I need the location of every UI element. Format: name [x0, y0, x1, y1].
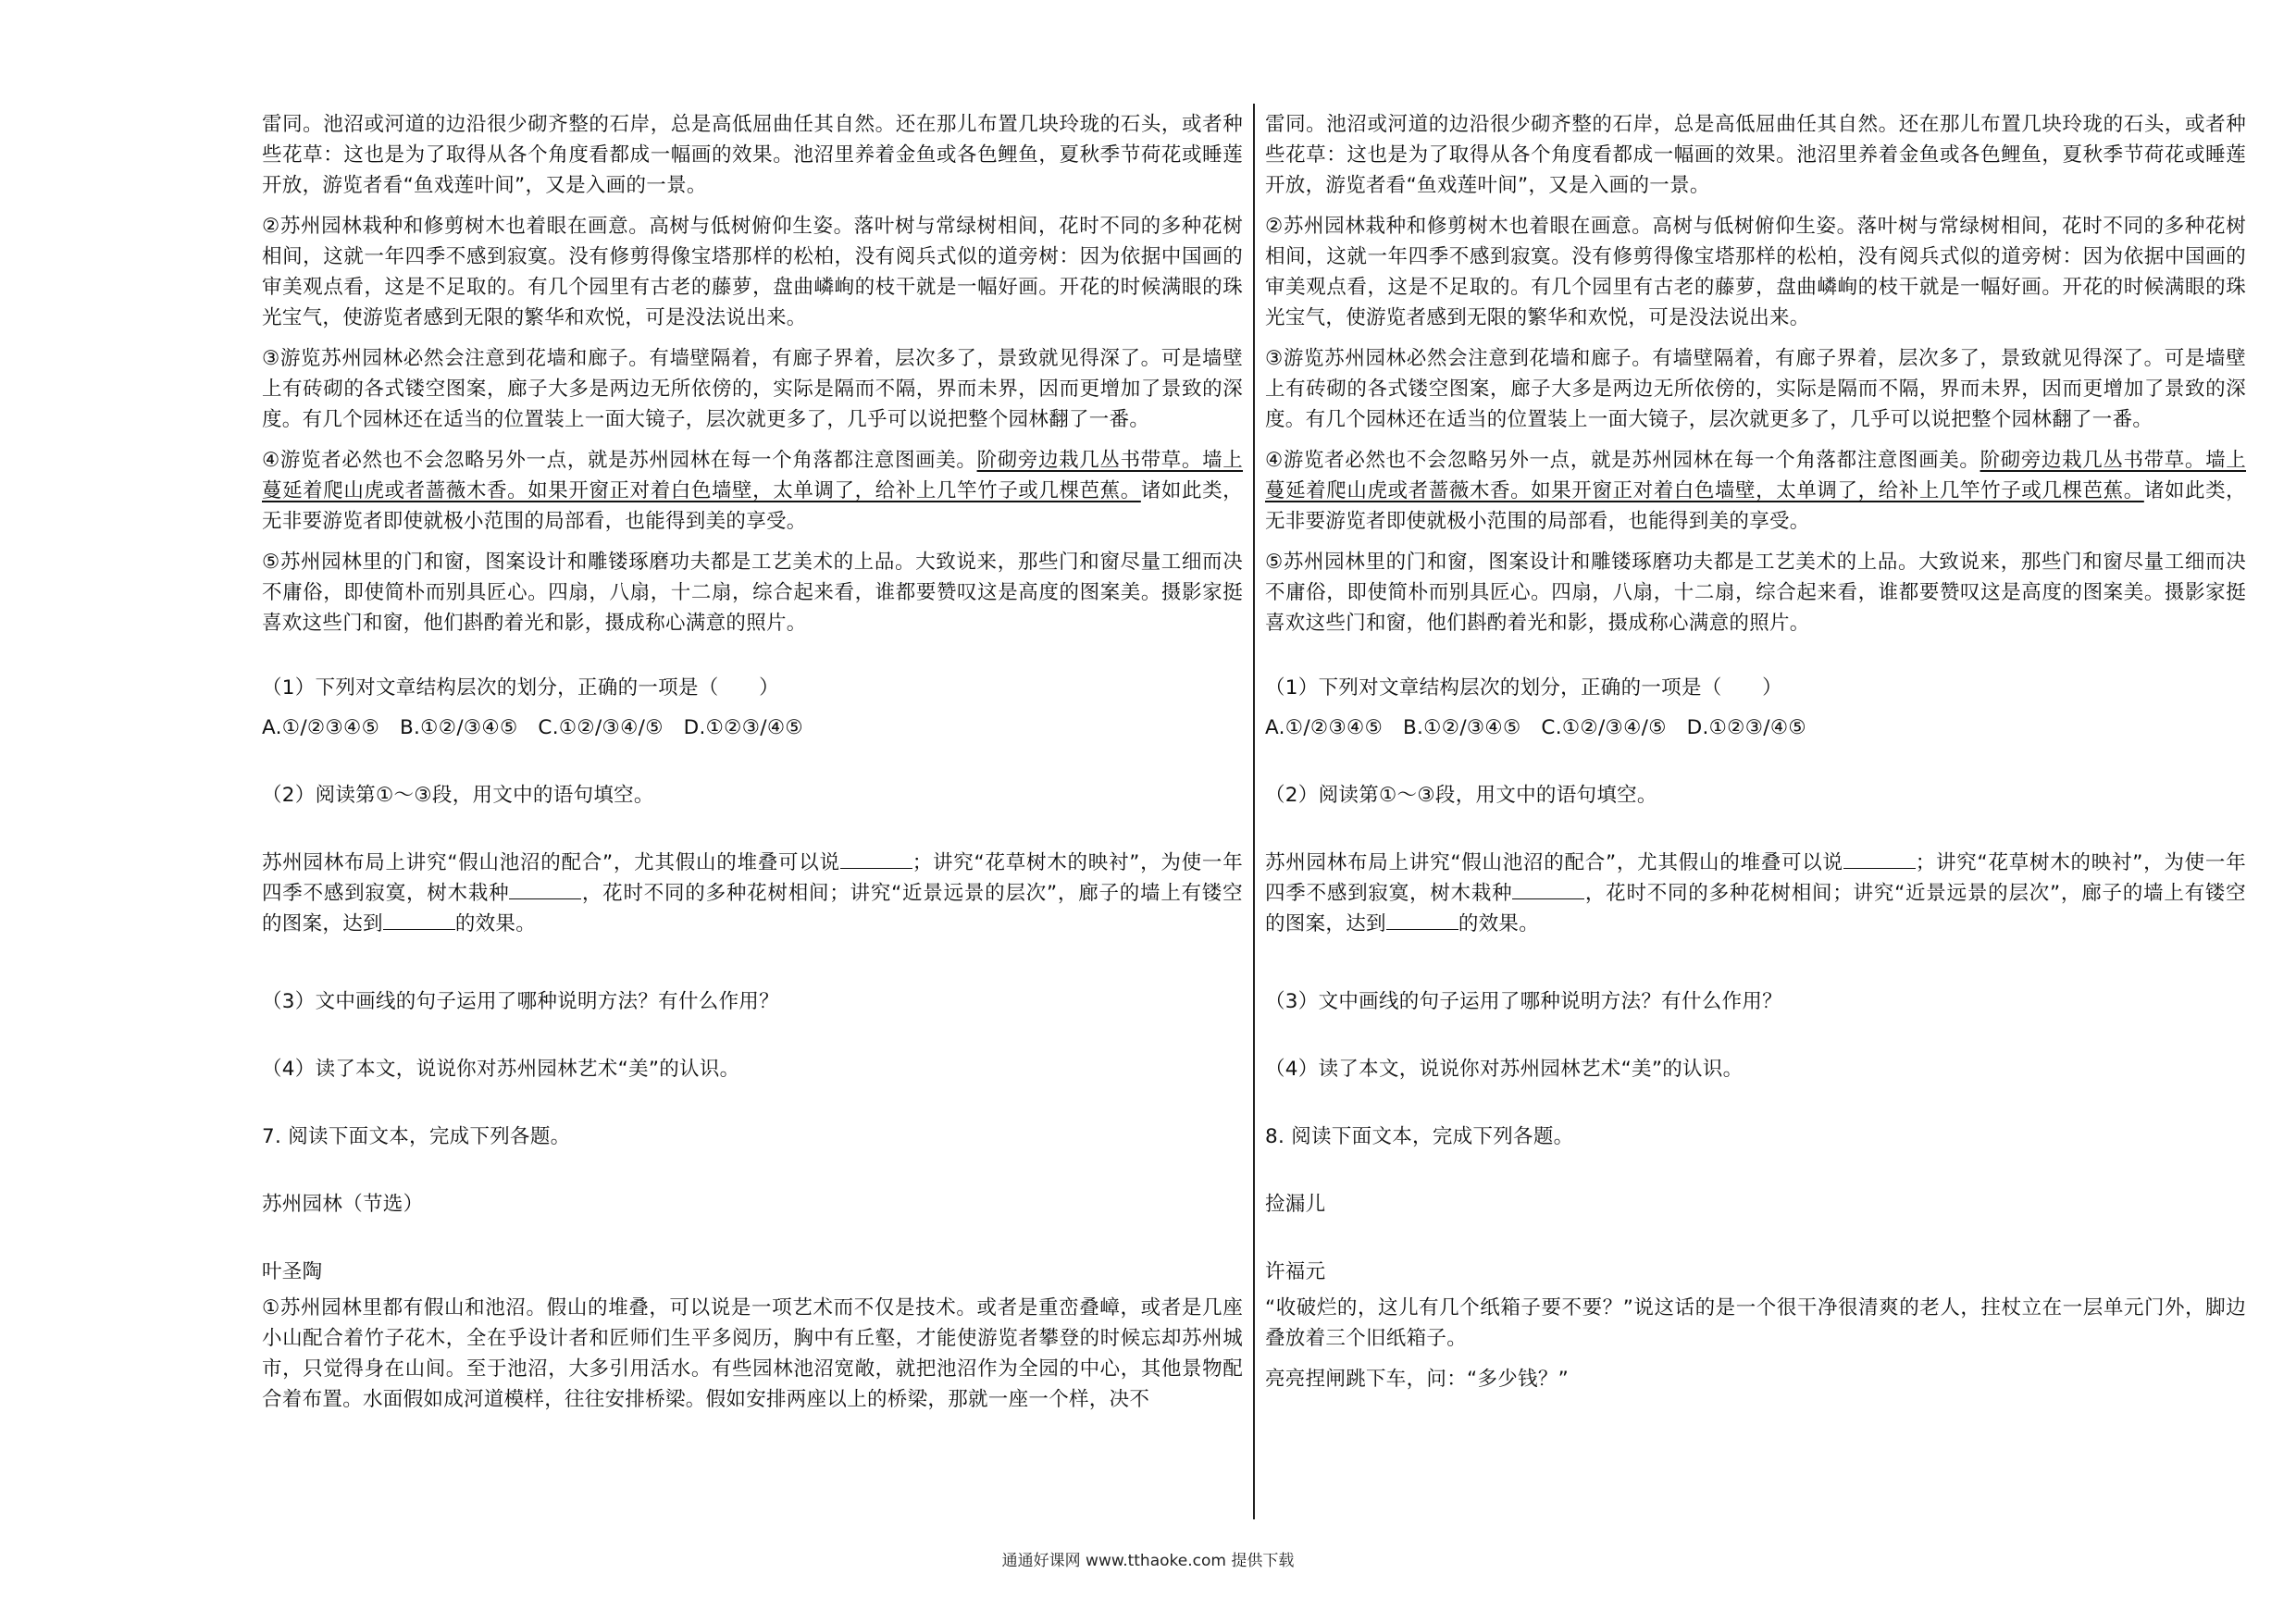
paragraph-4-lead: ④游览者必然也不会忽略另外一点，就是苏州园林在每一个角落都注意图画美。	[262, 449, 977, 472]
paragraph-3: ③游览苏州园林必然会注意到花墙和廊子。有墙壁隔着，有廊子界着，层次多了，景致就见得深了。可是墙壁上有砖砌的各式镂空图案，廊子大多是两边无所依傍的，实际是隔而不隔，界而未界，因而更增加了景致的深度。有几个园林还在适当的位置装上一面大镜子，层次就更多了，几乎可以说把整个园林翻了一番。	[1265, 347, 2246, 431]
question-7-heading: 7. 阅读下面文本，完成下列各题。	[262, 1125, 571, 1148]
paragraph-4-tail: 诸如此类，无非要游览者即使就极小范围的局部看，也能得到美的享受。	[262, 479, 1243, 533]
answer-blank[interactable]	[1512, 882, 1584, 899]
answer-blank[interactable]	[509, 882, 581, 899]
underlined-sentences: 阶砌旁边栽几丛书带草。墙上蔓延着爬山虎或者蔷薇木香。如果开窗正对着白色墙壁，太单调了，给补上几竿竹子或几棵芭蕉。	[262, 449, 1244, 502]
fill-in-passage: 苏州园林布局上讲究“假山池沼的配合”，尤其假山的堆叠可以说 ；讲究“花草树木的映衬”，为使一年四季不感到寂寞，树木栽种 ，花时不同的多种花树相间；讲究“近景远景的层次”，廊子的墙上有镂空的图案，达到 的效果。	[262, 851, 1243, 935]
question-3: （3）文中画线的句子运用了哪种说明方法？有什么作用？	[262, 990, 779, 1013]
answer-blank[interactable]	[1843, 851, 1916, 869]
right-column	[1265, 109, 2246, 1397]
answer-blank[interactable]	[383, 912, 455, 930]
paragraph-5: ⑤苏州园林里的门和窗，图案设计和雕镂琢磨功夫都是工艺美术的上品。大致说来，那些门和窗尽量工细而决不庸俗，即使简朴而别具匠心。四扇，八扇，十二扇，综合起来看，谁都要赞叹这是高度的图案美。摄影家挺喜欢这些门和窗，他们斟酌着光和影，摄成称心满意的照片。	[1265, 551, 2246, 635]
page-footer: 通通好课网 www.tthaoke.com 提供下载	[1001, 1552, 1295, 1570]
fill-in-passage: 苏州园林布局上讲究“假山池沼的配合”，尤其假山的堆叠可以说 ；讲究“花草树木的映衬”，为使一年四季不感到寂寞，树木栽种 ，花时不同的多种花树相间；讲究“近景远景的层次”，廊子的墙上有镂空的图案，达到 的效果。	[1265, 851, 2246, 935]
column-divider	[1253, 104, 1255, 1519]
question-4: （4）读了本文，说说你对苏州园林艺术“美”的认识。	[1265, 1058, 1744, 1081]
question-1: （1）下列对文章结构层次的划分，正确的一项是（ ）	[1265, 676, 1782, 700]
question-1-options: A.①/②③④⑤ B.①②/③④⑤ C.①②/③④/⑤ D.①②③/④⑤	[262, 716, 803, 739]
question-3: （3）文中画线的句子运用了哪种说明方法？有什么作用？	[1265, 990, 1782, 1013]
article-title: 苏州园林（节选）	[262, 1193, 424, 1216]
question-1-options: A.①/②③④⑤ B.①②/③④⑤ C.①②/③④/⑤ D.①②③/④⑤	[1265, 716, 1806, 739]
article-author: 许福元	[1265, 1260, 1326, 1283]
paragraph-continued: 雷同。池沼或河道的边沿很少砌齐整的石岸，总是高低屈曲任其自然。还在那儿布置几块玲珑的石头，或者种些花草：这也是为了取得从各个角度看都成一幅画的效果。池沼里养着金鱼或各色鲤鱼，夏秋季节荷花或睡莲开放，游览者看“鱼戏莲叶间”，又是入画的一景。	[262, 113, 1243, 197]
answer-blank[interactable]	[840, 851, 912, 869]
paragraph-4-tail: 诸如此类，无非要游览者即使就极小范围的局部看，也能得到美的享受。	[1265, 479, 2246, 533]
paragraph-1: “收破烂的，这儿有几个纸箱子要不要？”说这话的是一个很干净很清爽的老人，拄杖立在一层单元门外，脚边叠放着三个旧纸箱子。	[1265, 1296, 2246, 1350]
paragraph-3: ③游览苏州园林必然会注意到花墙和廊子。有墙壁隔着，有廊子界着，层次多了，景致就见得深了。可是墙壁上有砖砌的各式镂空图案，廊子大多是两边无所依傍的，实际是隔而不隔，界而未界，因而更增加了景致的深度。有几个园林还在适当的位置装上一面大镜子，层次就更多了，几乎可以说把整个园林翻了一番。	[262, 347, 1243, 431]
paragraph-4-lead: ④游览者必然也不会忽略另外一点，就是苏州园林在每一个角落都注意图画美。	[1265, 449, 1980, 472]
paragraph-5: ⑤苏州园林里的门和窗，图案设计和雕镂琢磨功夫都是工艺美术的上品。大致说来，那些门和窗尽量工细而决不庸俗，即使简朴而别具匠心。四扇，八扇，十二扇，综合起来看，谁都要赞叹这是高度的图案美。摄影家挺喜欢这些门和窗，他们斟酌着光和影，摄成称心满意的照片。	[262, 551, 1243, 635]
question-8-heading: 8. 阅读下面文本，完成下列各题。	[1265, 1125, 1574, 1148]
question-4: （4）读了本文，说说你对苏州园林艺术“美”的认识。	[262, 1058, 740, 1081]
paragraph-continued: 雷同。池沼或河道的边沿很少砌齐整的石岸，总是高低屈曲任其自然。还在那儿布置几块玲珑的石头，或者种些花草：这也是为了取得从各个角度看都成一幅画的效果。池沼里养着金鱼或各色鲤鱼，夏秋季节荷花或睡莲开放，游览者看“鱼戏莲叶间”，又是入画的一景。	[1265, 113, 2246, 197]
article-title: 捡漏儿	[1265, 1193, 1326, 1216]
question-2: （2）阅读第①～③段，用文中的语句填空。	[1265, 784, 1657, 807]
question-2: （2）阅读第①～③段，用文中的语句填空。	[262, 784, 654, 807]
question-1: （1）下列对文章结构层次的划分，正确的一项是（ ）	[262, 676, 779, 700]
paragraph-1: ①苏州园林里都有假山和池沼。假山的堆叠，可以说是一项艺术而不仅是技术。或者是重峦叠嶂，或者是几座小山配合着竹子花木，全在乎设计者和匠师们生平多阅历，胸中有丘壑，才能使游览者攀登的时候忘却苏州城市，只觉得身在山间。至于池沼，大多引用活水。有些园林池沼宽敞，就把池沼作为全园的中心，其他景物配合着布置。水面假如成河道模样，往往安排桥梁。假如安排两座以上的桥梁，那就一座一个样，决不	[262, 1296, 1243, 1411]
article-author: 叶圣陶	[262, 1260, 323, 1283]
underlined-sentences: 阶砌旁边栽几丛书带草。墙上蔓延着爬山虎或者蔷薇木香。如果开窗正对着白色墙壁，太单调了，给补上几竿竹子或几棵芭蕉。	[1265, 449, 2247, 502]
paragraph-2: ②苏州园林栽种和修剪树木也着眼在画意。高树与低树俯仰生姿。落叶树与常绿树相间，花时不同的多种花树相间，这就一年四季不感到寂寞。没有修剪得像宝塔那样的松柏，没有阅兵式似的道旁树：因为依据中国画的审美观点看，这是不足取的。有几个园里有古老的藤萝，盘曲嶙峋的枝干就是一幅好画。开花的时候满眼的珠光宝气，使游览者感到无限的繁华和欢悦，可是没法说出来。	[1265, 215, 2246, 329]
paragraph-2: ②苏州园林栽种和修剪树木也着眼在画意。高树与低树俯仰生姿。落叶树与常绿树相间，花时不同的多种花树相间，这就一年四季不感到寂寞。没有修剪得像宝塔那样的松柏，没有阅兵式似的道旁树：因为依据中国画的审美观点看，这是不足取的。有几个园里有古老的藤萝，盘曲嶙峋的枝干就是一幅好画。开花的时候满眼的珠光宝气，使游览者感到无限的繁华和欢悦，可是没法说出来。	[262, 215, 1243, 329]
paragraph-2-dialogue: 亮亮捏闸跳下车，问：“多少钱？”	[1265, 1368, 1570, 1391]
left-column	[262, 109, 1243, 1418]
paragraph-4	[262, 445, 1243, 537]
paragraph-4	[1265, 445, 2246, 537]
answer-blank[interactable]	[1386, 912, 1458, 930]
